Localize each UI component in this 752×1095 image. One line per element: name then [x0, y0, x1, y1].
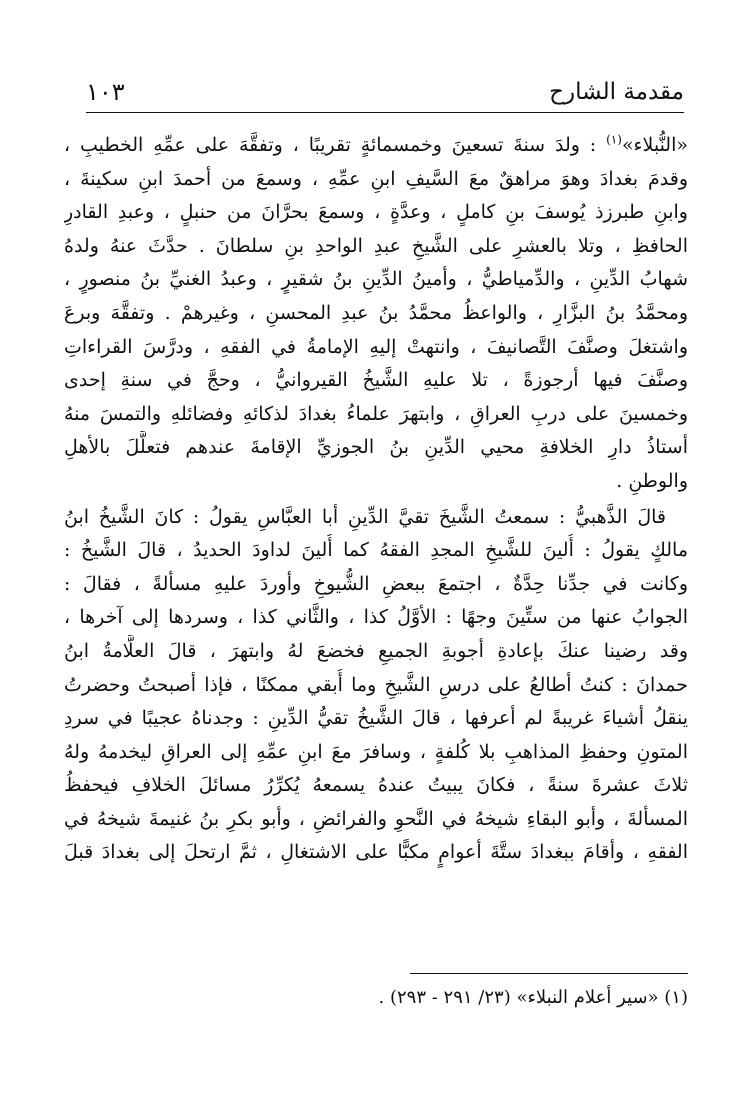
- header-title: مقدمة الشارح: [549, 79, 684, 105]
- text-line: مالكٍ يقولُ : أُلينَ للشَّيخِ المجدِ الفقهُ كما أُلينَ لداودَ الحديدُ ، قالَ الشَّيخُ :: [64, 539, 688, 562]
- text-line: ومحمَّدُ بنُ البزَّارِ ، والواعظُ محمَّدُ بنُ عبدِ المحسنِ ، وغيرهمْ . وتفقَّهَ وبرعَ: [64, 301, 688, 324]
- text-line: واشتغلَ وصنَّفَ التَّصانيفَ ، وانتهتْ إليهِ الإمامةُ في الفقهِ ، ودرَّسَ القراءاتِ: [64, 335, 688, 358]
- text-line: والوطنِ .: [616, 469, 688, 492]
- text-line: شهابُ الدِّينِ ، والدِّمياطيُّ ، وأمينُ الدِّينِ بنُ شقيرٍ ، وعبدُ الغنيِّ بنُ منصورٍ ،: [64, 268, 688, 291]
- text-line: وابنِ طبرزذ يُوسفَ بنِ كاملٍ ، وعدَّةٍ ، وسمعَ بحرَّانَ من حنبلٍ ، وعبدِ القادرِ: [64, 201, 688, 224]
- footnote-divider: [410, 973, 688, 974]
- text-line: الحافظِ ، وتلا بالعشرِ على الشَّيخِ عبدِ الواحدِ بنِ سلطانَ . حدَّثَ عنهُ ولدهُ: [64, 234, 688, 257]
- text-line: المتونِ وحفظِ المذاهبِ بلا كُلفةٍ ، وسافرَ معَ ابنِ عمِّهِ إلى العراقِ ليخدمهُ ولهُ: [64, 740, 688, 763]
- footnote: (١) «سير أعلام النبلاء» (٢٣/ ٢٩١ - ٢٩٣) .: [378, 987, 688, 1008]
- main-text: [64, 129, 688, 870]
- text-line: الجوابُ عنها من ستِّينَ وجهًا : الأوَّلُ كذا ، والثَّاني كذا ، وسردها إلى آخرها ،: [64, 606, 688, 629]
- text-line: ينقلُ أشياءَ غريبةً لم أعرفها ، قالَ الشَّيخُ تقيُّ الدِّينِ : وجدناهُ عجيبًا في سردِ: [64, 707, 688, 730]
- text-line: [64, 129, 688, 163]
- running-header: [86, 72, 684, 113]
- text-line: وقد رضينا عنكَ بإعادةِ أجوبةِ الجميعِ فخضعَ لهُ وابتهرَ ، قالَ العلَّامةُ ابنُ: [64, 639, 688, 662]
- text-line: حمدانَ : كنتُ أطالعُ على درسِ الشَّيخِ وما أُبقي ممكنًا ، فإذا أصبحتُ وحضرتُ: [64, 673, 688, 696]
- text-line: وكانت في جدِّنا حِدَّةٌ ، اجتمعَ ببعضِ الشُّيوخِ وأوردَ عليهِ مسألةً ، فقالَ :: [64, 572, 688, 595]
- text-line: المسألةَ ، وأبو البقاءِ شيخهُ في النَّحوِ والفرائضِ ، وأبو بكرِ بنُ غنيمةَ شيخهُ في: [64, 807, 688, 830]
- text-line: وخمسينَ على دربِ العراقِ ، وابتهرَ علماءُ بغدادَ لذكائهِ وفضائلهِ والتمسَ منهُ: [64, 402, 688, 425]
- text-line: أستاذُ دارِ الخلافةِ محيي الدِّينِ بنُ الجوزيِّ الإقامةَ عندهم فتعلَّلَ بالأهلِ: [64, 436, 688, 459]
- paragraph-2: [64, 501, 688, 871]
- text-line: وقدمَ بغدادَ وهوَ مراهقٌ معَ السَّيفِ ابنِ عمِّهِ ، وسمعَ من أحمدَ ابنِ سكينةَ ،: [64, 167, 688, 190]
- text-line: قالَ الذَّهبيُّ : سمعتُ الشَّيخَ تقيَّ الدِّينِ أبا العبَّاسِ يقولُ : كانَ الشَّيخُ ابنُ: [64, 505, 666, 528]
- text-line: الفقهِ ، وأقامَ ببغدادَ ستَّةَ أعوامٍ مكبًّا على الاشتغالِ ، ثمَّ ارتحلَ إلى بغدادَ قبلَ: [64, 841, 688, 864]
- page-number: ١٠٣: [86, 78, 125, 106]
- text-line: وصنَّفَ فيها أرجوزةً ، تلا عليهِ الشَّيخُ القيروانيُّ ، وحجَّ في سنةِ إحدى: [64, 369, 688, 392]
- text-line-rest: : ولدَ سنةَ تسعينَ وخمسمائةٍ تقريبًا ، وتفقَّهَ على عمِّهِ الخطيبِ ،: [64, 134, 597, 156]
- text-line: ثلاثَ عشرةَ سنةً ، فكانَ يبيتُ عندهُ يسمعهُ يُكرِّرُ مسائلَ الخلافِ فيحفظُ: [64, 774, 688, 797]
- paragraph-1: [64, 129, 688, 499]
- footnote-marker[interactable]: (١): [606, 132, 622, 147]
- book-title-ref: «النُّبلاء»: [621, 134, 688, 156]
